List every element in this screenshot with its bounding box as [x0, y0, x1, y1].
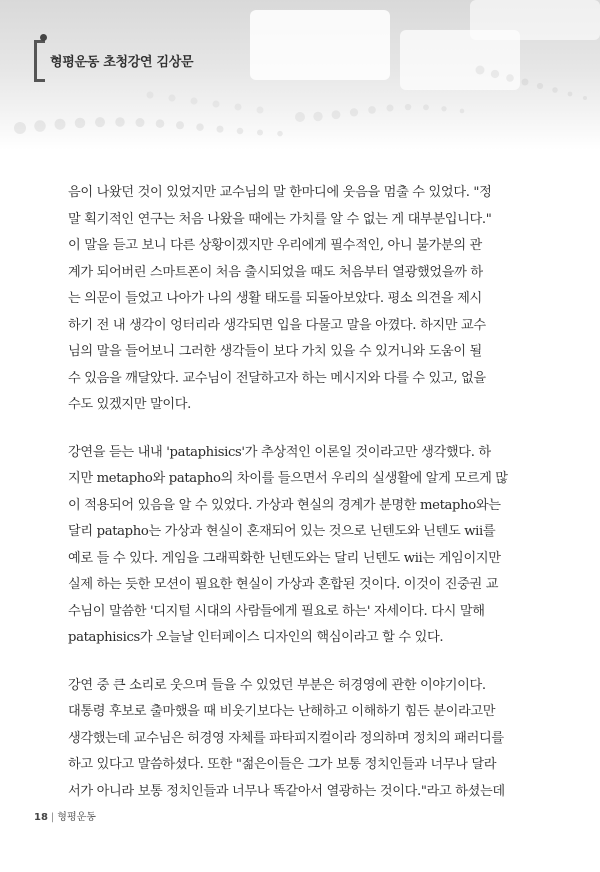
decor-dot — [156, 119, 165, 128]
decor-dot — [235, 104, 242, 111]
decor-dot — [257, 107, 264, 114]
decor-dot — [423, 104, 429, 110]
decor-dot — [368, 106, 376, 114]
decor-dot — [217, 126, 224, 133]
decor-dot — [350, 108, 358, 116]
footer-separator: | — [50, 812, 55, 823]
decor-dot — [196, 123, 204, 131]
text-line: 하고 있다고 말씀하셨다. 또한 "젊은이들은 그가 보통 정치인들과 너무나 달라 — [68, 757, 497, 772]
decor-dot — [136, 118, 145, 127]
header-dot-pattern — [0, 0, 600, 150]
decor-dot — [95, 117, 105, 127]
text-line: 수님이 말씀한 '디지털 시대의 사람들에게 필요로 하는' 자세이다. 다시 말해 — [68, 603, 485, 619]
text-line: 음이 나왔던 것이 있었지만 교수님의 말 한마디에 웃음을 멈출 수 있었다. "정 — [68, 185, 492, 200]
decor-dot — [191, 98, 198, 105]
text-line: 달리 patapho는 가상과 현실이 혼재되어 있는 것으로 닌텐도와 닌텐도 wii를 — [68, 524, 496, 539]
decor-dot — [460, 109, 465, 114]
decor-dot — [441, 106, 446, 111]
text-line: 수도 있겠지만 말이다. — [68, 397, 192, 412]
text-line: 말 획기적인 연구는 처음 나왔을 때에는 가치를 알 수 없는 게 대부분입니다." — [68, 211, 492, 227]
text-line: 강연 중 큰 소리로 웃으며 들을 수 있었던 부분은 허경영에 관한 이야기이다. — [68, 677, 486, 693]
article-body — [68, 180, 532, 805]
publication-name: 형평운동 — [57, 812, 96, 823]
decor-dot — [295, 112, 305, 122]
header-dot-mark — [40, 34, 47, 41]
text-line: 서가 아니라 보통 정치인들과 너무나 똑같아서 열광하는 것이다."라고 하셨는데 — [68, 783, 505, 799]
decor-dot — [237, 128, 244, 135]
text-line: 강연을 듣는 내내 'pataphisics'가 추상적인 이론일 것이라고만 생각했다. 하 — [68, 444, 491, 460]
decor-dot — [55, 119, 66, 130]
decor-dot — [522, 79, 529, 86]
text-line: 수 있음을 깨달았다. 교수님이 전달하고자 하는 메시지와 다를 수 있고, 없을 — [68, 370, 486, 386]
decor-dot — [257, 130, 263, 136]
paragraph-2 — [68, 440, 532, 652]
page-footer — [34, 808, 96, 823]
decor-dot — [387, 104, 394, 111]
text-line: pataphisics가 오늘날 인터페이스 디자인의 핵심이라고 할 수 있다. — [68, 630, 444, 645]
text-line: 계가 되어버린 스마트폰이 처음 출시되었을 때도 처음부터 열광했었을까 하 — [68, 264, 483, 280]
header-bracket-mark — [34, 40, 45, 82]
decor-dot — [552, 87, 558, 93]
text-line: 대통령 후보로 출마했을 때 비웃기보다는 난해하고 이해하기 힘든 분이라고만 — [68, 704, 496, 719]
page-number: 18 — [34, 812, 48, 823]
header-title: 형평운동 초청강연 김상문 — [50, 55, 194, 70]
decor-dot — [14, 122, 26, 134]
decor-dot — [491, 70, 499, 78]
text-line: 예로 들 수 있다. 게임을 그래픽화한 닌텐도와는 달리 닌텐도 wii는 게임이지만 — [68, 550, 501, 566]
decor-dot — [277, 131, 283, 137]
decor-dot — [506, 74, 514, 82]
text-line: 생각했는데 교수님은 허경영 자체를 파타피지컬이라 정의하며 정치의 패러디를 — [68, 730, 504, 746]
text-line: 실제 하는 듯한 모션이 필요한 현실이 가상과 혼합된 것이다. 이것이 진중권 교 — [68, 577, 499, 592]
header-banner — [0, 0, 600, 150]
text-line: 이 말을 듣고 보니 다른 상황이겠지만 우리에게 필수적인, 아니 불가분의 관 — [68, 238, 482, 253]
decor-dot — [476, 66, 485, 75]
decor-dot — [583, 96, 587, 100]
text-line: 님의 말을 들어보니 그러한 생각들이 보다 가치 있을 수 있거니와 도움이 될 — [68, 344, 482, 359]
decor-dot — [169, 95, 176, 102]
paragraph-1 — [68, 180, 532, 419]
decor-dot — [147, 92, 154, 99]
text-line: 는 의문이 들었고 나아가 나의 생활 태도를 되돌아보았다. 평소 의견을 제시 — [68, 291, 482, 306]
decor-dot — [568, 92, 573, 97]
text-line: 하기 전 내 생각이 엉터리라 생각되면 입을 다물고 말을 아꼈다. 하지만 교수 — [68, 317, 486, 333]
decor-dot — [405, 104, 411, 110]
text-line: 지만 metapho와 patapho의 차이를 들으면서 우리의 실생활에 알게 모르게 많 — [68, 471, 508, 486]
decor-dot — [115, 117, 125, 127]
decor-dot — [34, 120, 46, 132]
decor-dot — [537, 83, 543, 89]
decor-dot — [75, 118, 86, 129]
decor-dot — [332, 110, 341, 119]
paragraph-3 — [68, 673, 532, 806]
decor-dot — [313, 112, 322, 121]
decor-dot — [176, 121, 184, 129]
decor-dot — [213, 101, 220, 108]
text-line: 이 적용되어 있음을 알 수 있었다. 가상과 현실의 경계가 분명한 metapho와는 — [68, 497, 501, 513]
